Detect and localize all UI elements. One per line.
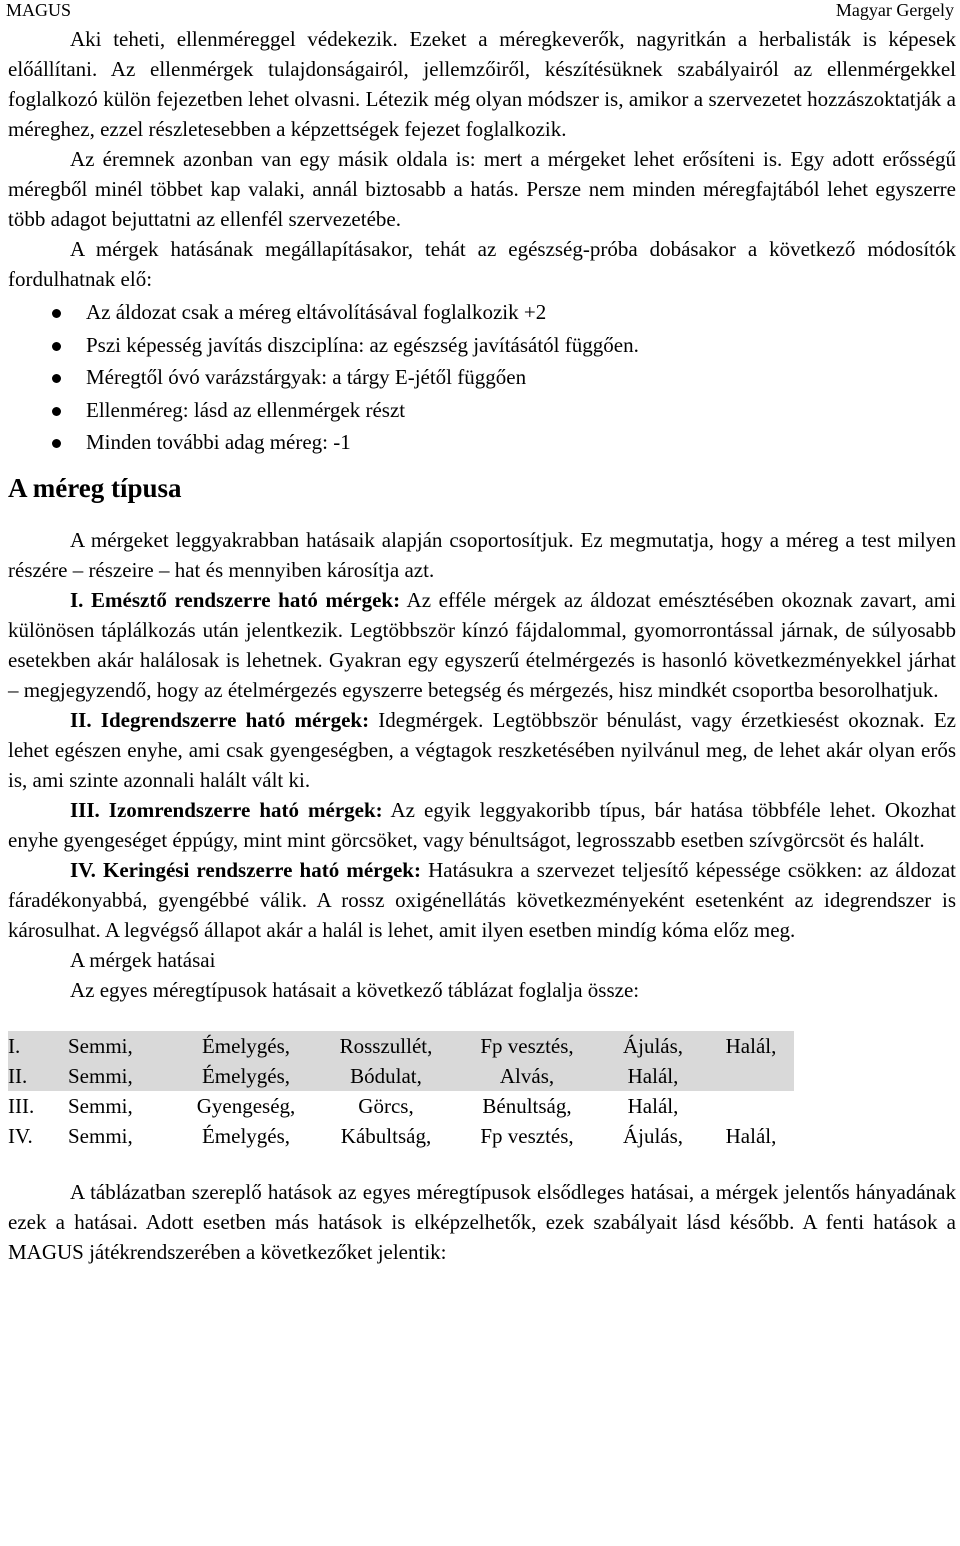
table-row: III. Semmi, Gyengeség, Görcs, Bénultság, Halál,: [8, 1093, 679, 1118]
list-item: Ellenméreg: lásd az ellenmérgek részt: [8, 394, 956, 427]
type-label: I. Emésztő rendszerre ható mérgek:: [70, 587, 401, 612]
modifier-list: [8, 296, 956, 459]
list-item: Minden további adag méreg: -1: [8, 426, 956, 459]
bullet-icon: [52, 342, 61, 351]
bullet-icon: [52, 374, 61, 383]
document-body: [8, 24, 956, 1267]
table-row: I. Semmi, Émelygés, Rosszullét, Fp vesztés, Ájulás, Halál,: [8, 1031, 794, 1061]
table-row: II. Semmi, Émelygés, Bódulat, Alvás, Halál,: [8, 1061, 794, 1091]
table-row: IV. Semmi, Émelygés, Kábultság, Fp vesztés, Ájulás, Halál,: [8, 1123, 777, 1148]
type-label: III. Izomrendszerre ható mérgek:: [70, 797, 383, 822]
bullet-icon: [52, 407, 61, 416]
list-item: Az áldozat csak a méreg eltávolításával foglalkozik +2: [8, 296, 956, 329]
page-header: [6, 0, 954, 22]
bullet-icon: [52, 309, 61, 318]
header-left: MAGUS: [6, 0, 72, 20]
list-item: Méregtől óvó varázstárgyak: a tárgy E-jétől függően: [8, 361, 956, 394]
header-right: Magyar Gergely: [835, 0, 954, 20]
paragraph-antidote: Aki teheti, ellenméreggel védekezik. Ezeket a méregkeverők, nagyritkán a herbalisták is képesek előállítani. Az ellenmérgek tulajdonságairól, jellemzőiről, készítésüknek szabályairól az ellenmérgekkel foglalkozó külön fejezetben lehet olvasni. Létezik még olyan módszer is, amikor a szervezetet hozzászoktatják a méreghez, ezzel részletesebben a képzettségek fejezet foglalkozik.: [8, 27, 956, 141]
paragraph-type-nervous: II. Idegrendszerre ható mérgek: Idegmérgek. Legtöbbször bénulást, vagy érzetkiesést okoznak. Ez lehet egészen enyhe, ami csak gyengeségben, a végtagok reszketésében nyilvánul meg, de lehet akár olyan erős is, ami szinte azonnali halált vált ki.: [8, 707, 956, 792]
type-label: II. Idegrendszerre ható mérgek:: [70, 707, 370, 732]
paragraph-type-circulatory: IV. Keringési rendszerre ható mérgek: Hatásukra a szervezet teljesítő képessége csökken: az áldozat fáradékonyabbá, gyengébbé válik. A rossz oxigénellátás következményeként esetenként az idegrendszer is károsulhat. A legvégső állapot akár a halál is lehet, amit ilyen esetben mindíg kóma előz meg.: [8, 857, 956, 942]
paragraph-closing: A táblázatban szereplő hatások az egyes méregtípusok elsődleges hatásai, a mérgek jelentős hányadának ezek a hatásai. Adott esetben más hatások is elképzelhetők, ezek szabályait lásd később. A fenti hatások a MAGUS játékrendszerében a következőket jelentik:: [8, 1179, 956, 1264]
type-label: IV. Keringési rendszerre ható mérgek:: [70, 857, 421, 882]
section-title: A méreg típusa: [8, 472, 182, 503]
effects-heading: A mérgek hatásai: [70, 947, 216, 972]
paragraph-strengthening: Az éremnek azonban van egy másik oldala is: mert a mérgeket lehet erősíteni is. Egy adott erősségű méregből minél többet kap valaki, annál biztosabb a hatás. Persze nem minden méregfajtából lehet egyszerre több adagot bejuttatni az ellenfél szervezetébe.: [8, 147, 956, 231]
list-item: Pszi képesség javítás diszciplína: az egészség javításától függően.: [8, 329, 956, 362]
effects-table: [8, 1031, 794, 1151]
paragraph-modifiers-intro: A mérgek hatásának megállapításakor, tehát az egészség-próba dobásakor a következő módosítók fordulhatnak elő:: [8, 237, 956, 291]
paragraph-section-intro: A mérgeket leggyakrabban hatásaik alapján csoportosítjuk. Ez megmutatja, hogy a méreg a test milyen részére – részeire – hat és mennyiben károsítja azt.: [8, 527, 956, 582]
paragraph-type-muscular: III. Izomrendszerre ható mérgek: Az egyik leggyakoribb típus, bár hatása többféle lehet. Okozhat enyhe gyengeséget éppúgy, mint mint görcsöket, vagy bénultságot, legrosszabb esetben szívgörcsöt és halált.: [8, 797, 956, 852]
paragraph-type-digestive: I. Emésztő rendszerre ható mérgek: Az efféle mérgek az áldozat emésztésében okoznak zavart, ami különösen táplálkozás után jelentkezik. Legtöbbször kínzó fájdalommal, gyomorrontással járnak, de súlyosabb esetekben akár halálosak is lehetnek. Gyakran egy egyszerű ételmérgezés is hasonló következményekkel járhat – megjegyzendő, hogy az ételmérgezés egyszerre betegség és mérgezés, hisz mindkét csoportba besorolhatjuk.: [8, 587, 956, 702]
bullet-icon: [52, 439, 61, 448]
effects-intro: Az egyes méregtípusok hatásait a következő táblázat foglalja össze:: [70, 977, 640, 1002]
